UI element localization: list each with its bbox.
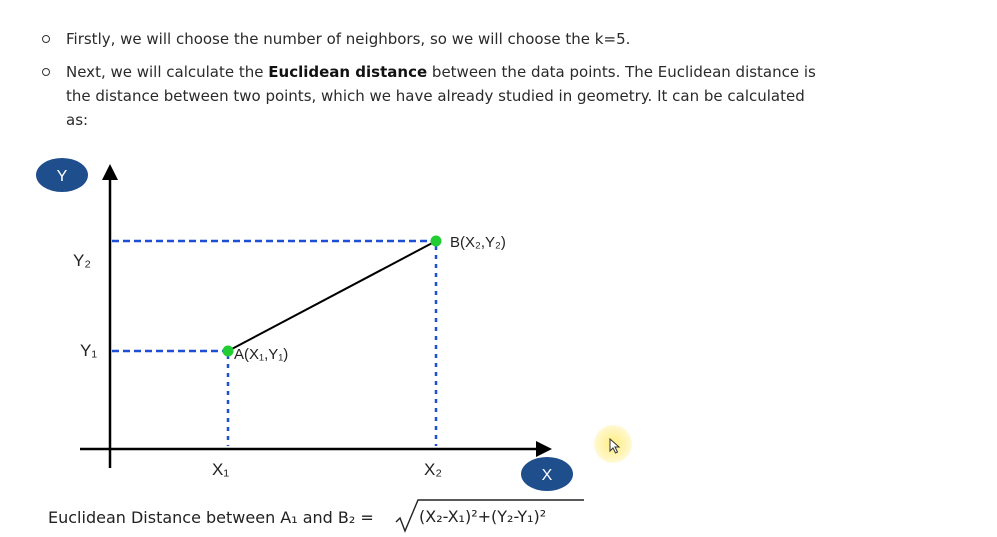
bullet-1-text: Firstly, we will choose the number of neighbors, so we will choose the k=5. xyxy=(66,30,631,48)
bullet-2-bold-term: Euclidean distance xyxy=(268,63,428,81)
x-tick-x1: X₁ xyxy=(212,460,230,479)
y-axis-badge-label: Y xyxy=(56,168,68,185)
distance-formula-radicand: (X₂-X₁)²+(Y₂-Y₁)² xyxy=(419,507,547,526)
distance-formula-prefix: Euclidean Distance between A₁ and B₂ = xyxy=(48,508,374,527)
y-tick-y1: Y₁ xyxy=(80,341,98,360)
bullet-2-line-2: the distance between two points, which we have already studied in geometry. It can be calculated xyxy=(66,87,805,105)
mouse-pointer-icon xyxy=(609,438,621,454)
point-a-label: A(X₁,Y₁) xyxy=(234,346,289,363)
point-b xyxy=(431,236,442,247)
distance-segment xyxy=(228,241,436,351)
y-tick-y2: Y₂ xyxy=(73,251,91,270)
x-axis-badge-label: X xyxy=(541,467,553,484)
x-axis-arrowhead xyxy=(536,441,552,457)
point-a xyxy=(223,346,234,357)
point-b-label: B(X₂,Y₂) xyxy=(450,234,506,251)
bullet-2-line-3: as: xyxy=(66,111,89,129)
x-tick-x2: X₂ xyxy=(424,460,442,479)
y-axis-arrowhead xyxy=(102,164,118,180)
bullet-2-text-after: between the data points. The Euclidean distance is xyxy=(427,63,816,81)
bullet-2-text-before: Next, we will calculate the xyxy=(66,63,269,81)
